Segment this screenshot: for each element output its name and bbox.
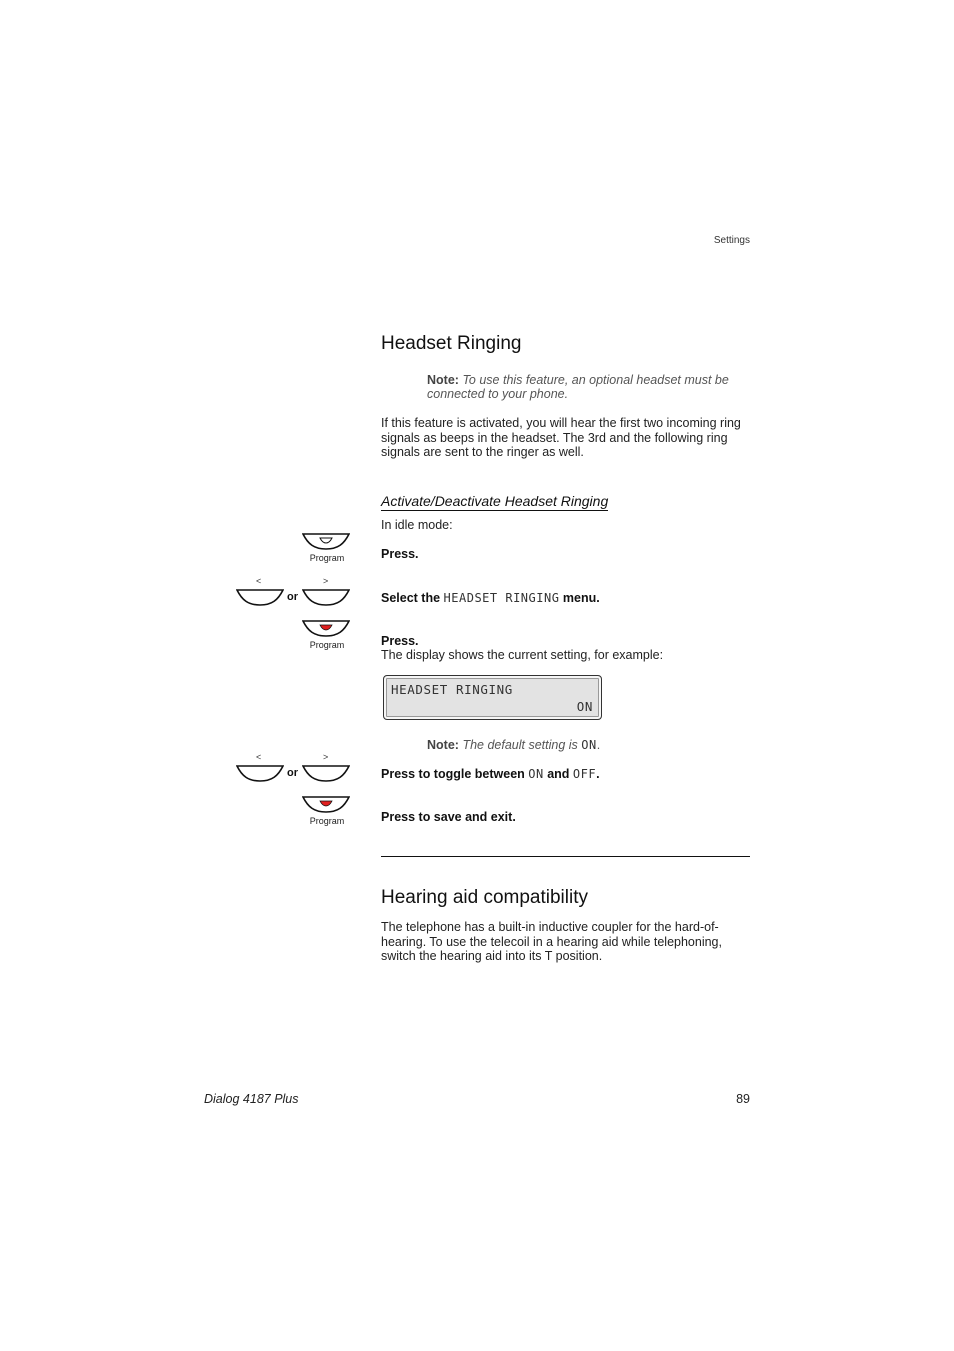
intro-paragraph — [381, 416, 751, 460]
right-arrow-label-2: > — [323, 752, 329, 762]
hearing-paragraph — [381, 920, 751, 964]
left-arrow-key-icon-2[interactable] — [236, 764, 284, 784]
page-number: 89 — [736, 1092, 750, 1106]
program-key-led-icon[interactable] — [302, 619, 350, 639]
step4-on: ON — [528, 767, 544, 781]
intro-line-3: signals are sent to the ringer as well. — [381, 445, 584, 459]
program-key-label-3: Program — [309, 816, 345, 826]
lcd-line-2: ON — [576, 699, 593, 714]
note-text-1: To use this feature, an optional headset must be — [462, 373, 729, 387]
note-label: Note: — [427, 373, 459, 387]
note-headset — [427, 373, 747, 401]
section-title-hearing: Hearing aid compatibility — [381, 887, 588, 908]
lcd-display — [383, 675, 602, 720]
program-key-label-2: Program — [309, 640, 345, 650]
step-press-2: Press. — [381, 634, 419, 648]
left-arrow-label: < — [256, 576, 262, 586]
step2-code: HEADSET RINGING — [443, 591, 560, 605]
display-shows-text: The display shows the current setting, for example: — [381, 648, 664, 662]
right-arrow-key-icon[interactable] — [302, 588, 350, 608]
step4-end: . — [596, 767, 600, 781]
step4-pre: Press to toggle between — [381, 767, 525, 781]
left-arrow-key-icon[interactable] — [236, 588, 284, 608]
intro-line-2: signals as beeps in the headset. The 3rd and the following ring — [381, 430, 728, 445]
intro-line-1: If this feature is activated, you will hear the first two incoming ring — [381, 416, 741, 430]
step2-post: menu. — [562, 591, 600, 605]
hearing-line-1: The telephone has a built-in inductive coupler for the hard-of- — [381, 920, 719, 934]
program-key-icon[interactable] — [302, 532, 350, 552]
step4-off: OFF — [572, 767, 597, 781]
note2-end: . — [596, 738, 601, 752]
step-save-exit: Press to save and exit. — [381, 810, 516, 824]
lcd-line-1: HEADSET RINGING — [391, 682, 513, 697]
step-toggle — [381, 767, 600, 781]
right-arrow-label: > — [323, 576, 329, 586]
footer-product: Dialog 4187 Plus — [204, 1092, 299, 1106]
note2-code: ON — [581, 738, 597, 752]
step-select-menu — [381, 591, 600, 605]
section-divider — [381, 856, 750, 857]
left-arrow-label-2: < — [256, 752, 262, 762]
program-key-led-icon-2[interactable] — [302, 795, 350, 815]
hearing-line-2: hearing. To use the telecoil in a hearing aid while telephoning, — [381, 934, 722, 949]
subsection-title-text: Activate/Deactivate Headset Ringing — [381, 493, 609, 509]
step-press-1: Press. — [381, 547, 419, 561]
section-title-headset: Headset Ringing — [381, 333, 522, 354]
running-header: Settings — [713, 235, 750, 246]
step2-pre: Select the — [381, 591, 441, 605]
subsection-title — [381, 493, 608, 511]
program-key-label: Program — [309, 553, 345, 563]
note-default — [427, 738, 600, 752]
or-label: or — [287, 591, 298, 603]
note-text-2: connected to your phone. — [427, 387, 569, 401]
step4-and: and — [547, 767, 570, 781]
hearing-line-3: switch the hearing aid into its T position. — [381, 949, 603, 963]
or-label-2: or — [287, 767, 298, 779]
note2-label: Note: — [427, 738, 459, 752]
note2-text: The default setting is — [462, 738, 578, 752]
right-arrow-key-icon-2[interactable] — [302, 764, 350, 784]
idle-mode-text: In idle mode: — [381, 518, 453, 532]
